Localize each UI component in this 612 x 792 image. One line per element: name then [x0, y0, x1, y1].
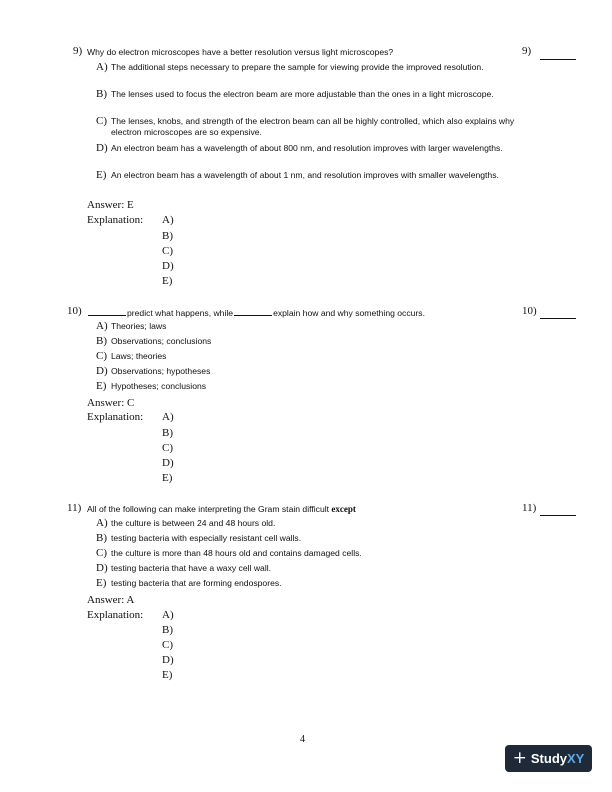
answer-number: 11) — [522, 502, 537, 514]
option-letter: A) — [96, 61, 108, 73]
explanation-letter: B) — [162, 624, 173, 636]
brand-logo-text — [531, 751, 584, 766]
explanation-label: Explanation: — [87, 411, 144, 423]
explanation-letter: B) — [162, 427, 173, 439]
option-letter: B) — [96, 88, 107, 100]
option-text: testing bacteria that have a waxy cell wall. — [111, 563, 272, 573]
explanation-letter: C) — [162, 639, 173, 651]
option-letter: E) — [96, 380, 107, 392]
option-letter: A) — [96, 320, 108, 332]
answer: Answer: A — [87, 594, 135, 606]
explanation-letter: E) — [162, 472, 173, 484]
option-text: Laws; theories — [111, 351, 167, 361]
option-letter: C) — [96, 350, 107, 362]
brand-main: Study — [530, 751, 568, 766]
explanation-letter: E) — [162, 275, 173, 287]
explanation-letter: D) — [162, 260, 174, 272]
option-text: Observations; hypotheses — [111, 366, 211, 376]
question-number: 11) — [67, 502, 82, 514]
explanation-label: Explanation: — [87, 214, 144, 226]
option-letter: B) — [96, 335, 107, 347]
answer-blank[interactable] — [540, 59, 576, 60]
page-number: 4 — [300, 734, 305, 745]
question-text: Why do electron microscopes have a better resolution versus light microscopes? — [87, 47, 394, 57]
option-letter: A) — [96, 517, 108, 529]
explanation-letter: A) — [162, 214, 174, 226]
question-text — [87, 307, 425, 318]
question-number: 9) — [73, 45, 83, 57]
option-text: An electron beam has a wavelength of about 1 nm, and resolution improves with smaller wavelengths. — [111, 170, 499, 180]
answer-number: 9) — [522, 45, 532, 57]
option-text: The lenses, knobs, and strength of the electron beam can all be highly controlled, which also explains why electron microscopes are so expensive. — [111, 116, 515, 137]
explanation-letter: C) — [162, 245, 173, 257]
answer-number: 10) — [522, 305, 537, 317]
explanation-label: Explanation: — [87, 609, 144, 621]
option-text: the culture is more than 48 hours old and contains damaged cells. — [111, 548, 362, 558]
question-text-main: All of the following can make interpreting the Gram stain difficult — [87, 504, 330, 514]
option-letter: E) — [96, 577, 107, 589]
option-text: Hypotheses; conclusions — [111, 381, 207, 391]
answer: Answer: E — [87, 199, 134, 211]
explanation-letter: E) — [162, 669, 173, 681]
option-text: testing bacteria with especially resistant cell walls. — [111, 533, 302, 543]
question-text-emphasis: except — [331, 504, 356, 514]
option-letter: B) — [96, 532, 107, 544]
option-text: An electron beam has a wavelength of about 800 nm, and resolution improves with larger wavelengths. — [111, 143, 503, 153]
answer: Answer: C — [87, 397, 135, 409]
explanation-letter: C) — [162, 442, 173, 454]
option-text: testing bacteria that are forming endospores. — [111, 578, 282, 588]
answer-blank[interactable] — [540, 515, 576, 516]
option-letter: D) — [96, 142, 108, 154]
question-text-after: explain how and why something occurs. — [273, 308, 425, 318]
explanation-letter: A) — [162, 411, 174, 423]
question-number: 10) — [67, 305, 82, 317]
explanation-letter: A) — [162, 609, 174, 621]
studyxy-badge[interactable] — [505, 745, 592, 772]
plus-icon: + — [512, 748, 527, 768]
question-text — [87, 504, 356, 514]
inline-blank — [88, 307, 126, 316]
option-letter: D) — [96, 365, 108, 377]
option-letter: C) — [96, 115, 107, 127]
option-text: Theories; laws — [111, 321, 167, 331]
option-letter: C) — [96, 547, 107, 559]
option-letter: E) — [96, 169, 107, 181]
explanation-letter: B) — [162, 230, 173, 242]
option-text: Observations; conclusions — [111, 336, 212, 346]
option-text: the culture is between 24 and 48 hours old. — [111, 518, 276, 528]
option-text: The lenses used to focus the electron beam are more adjustable than the ones in a light microscope. — [111, 89, 494, 99]
explanation-letter: D) — [162, 457, 174, 469]
answer-blank[interactable] — [540, 318, 576, 319]
explanation-letter: D) — [162, 654, 174, 666]
question-text-middle: predict what happens, while — [127, 308, 234, 318]
option-text: The additional steps necessary to prepare the sample for viewing provide the improved resolution. — [111, 62, 484, 72]
inline-blank — [234, 307, 272, 316]
brand-accent: XY — [567, 751, 585, 766]
option-letter: D) — [96, 562, 108, 574]
